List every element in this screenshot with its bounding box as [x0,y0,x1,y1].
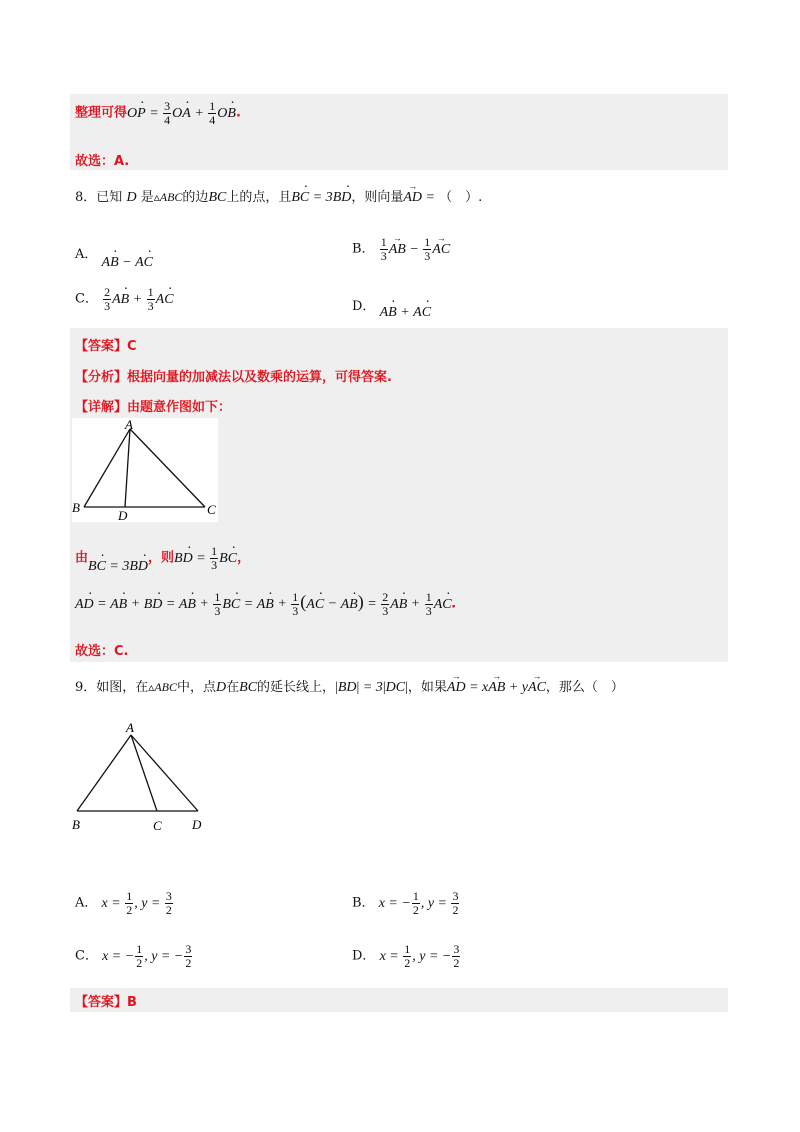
q8-choose: 故选：C. [75,644,129,659]
solution-block-q9 [70,988,728,1012]
q8-analysis: 【分析】根据向量的加减法以及数乘的运算，可得答案. [75,370,392,385]
q8-label-C: C [207,502,216,517]
q9-label-A: A [126,720,134,735]
q8-option-c[interactable]: C． $\frac{2}{3}$ · AB + $\frac{1}{3}$ · AC [75,286,174,313]
q9-label-B: B [72,817,80,832]
q7-derive-formula: · OP = $\frac{3}{4}$ · OA + $\frac{1}{4}$ · OB [127,106,236,121]
q8-triangle-figure [72,418,218,522]
q8-detail: 【详解】由题意作图如下： [75,400,232,415]
q8-option-a[interactable]: A． · AB − · AC [75,243,153,263]
q9-label-C: C [153,818,162,833]
q8-label-D: D [118,508,128,522]
q9-answer: 【答案】B [75,995,137,1010]
q8-stem: 8．已知 D 是▵ABC的边BC上的点，且· BC = 3· BD，则向量→ AD = （ ）. [75,186,482,206]
q9-option-d[interactable]: D． x = $\frac{1}{2}$ , y = − $\frac{3}{2}$ [352,942,460,970]
q8-option-d[interactable]: D． · AB + · AC [352,295,431,315]
q7-derive-label: 整理可得 [75,105,128,121]
q9-triangle-figure [70,718,215,836]
q8-label-B: B [72,500,80,515]
q7-choose: 故选：A. [75,154,130,169]
q8-derivation: · AD = · AB + · BD = · AB + $\frac{1}{3}$ · BC = · AB + $\frac{1}{3}$ (· AC − · AB) = $\frac{2}{3}$ · AB + $\frac{1}{3}$ · AC. [75,591,457,618]
q8-option-b[interactable]: B． $\frac{1}{3}$ → AB − $\frac{1}{3}$ → AC [352,236,450,263]
q9-option-b[interactable]: B． x = − $\frac{1}{2}$ , y = $\frac{3}{2}$ [352,889,459,917]
q9-label-D: D [192,817,202,832]
q8-label-A: A [125,418,133,432]
q7-derive-line: 整理可得· OP = $\frac{3}{4}$ · OA + $\frac{1}{4}$ · OB. [75,100,241,127]
q9-stem: 9．如图，在▵ABC中，点D在BC的延长线上，|BD| = 3|DC|，如果→ AD = x→ AB + y→ AC，那么（ ） [75,676,624,696]
q8-from-line: 由· BC = 3· BD，则· BD = $\frac{1}{3}$ · BC， [75,545,250,572]
q8-answer: 【答案】C [75,339,137,354]
q9-option-c[interactable]: C． x = − $\frac{1}{2}$ , y = − $\frac{3}{2}$ [75,942,192,970]
q9-option-a[interactable]: A． x = $\frac{1}{2}$ , y = $\frac{3}{2}$ [75,889,172,917]
